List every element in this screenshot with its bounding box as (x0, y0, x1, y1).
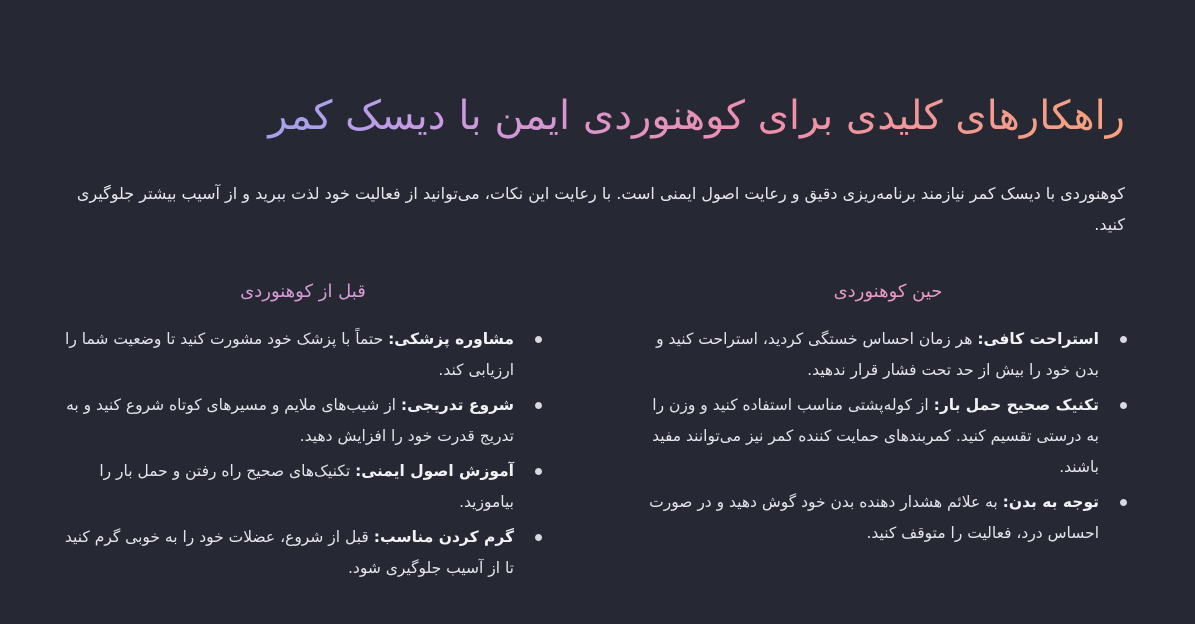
item-text: هر زمان احساس خستگی کردید، استراحت کنید و بدن خود را بیش از حد تحت فشار قرار ندهید. (656, 330, 1099, 379)
item-term: مشاوره پزشکی: (388, 330, 514, 348)
item-term: توجه به بدن: (1002, 493, 1099, 511)
during-hiking-column (643, 272, 1133, 588)
item-term: آموزش اصول ایمنی: (355, 462, 514, 480)
page-title: راهکارهای کلیدی برای کوهنوردی ایمن با دیسک کمر (50, 80, 1125, 152)
list-item (58, 456, 548, 518)
item-term: شروع تدریجی: (400, 396, 514, 414)
list-item (58, 324, 548, 386)
item-text: از کوله‌پشتی مناسب استفاده کنید و وزن را به درستی تقسیم کنید. کمربندهای حمایت کننده کمر نیز می‌توانند مفید باشند. (652, 396, 1099, 476)
item-term: استراحت کافی: (977, 330, 1099, 348)
item-text: حتماً با پزشک خود مشورت کنید تا وضعیت شما را ارزیابی کند. (65, 330, 514, 379)
bullet-icon (535, 402, 542, 409)
intro-paragraph: کوهنوردی با دیسک کمر نیازمند برنامه‌ریزی دقیق و رعایت اصول ایمنی است. با رعایت این نکات، می‌توانید از فعالیت خود لذت ببرید و از آسیب بیشتر جلوگیری کنید. (76, 184, 1125, 234)
bullet-icon (1120, 336, 1127, 343)
list-item (643, 324, 1133, 386)
item-term: گرم کردن مناسب: (373, 528, 514, 546)
columns (58, 272, 1133, 588)
list-item (58, 390, 548, 452)
item-text: به علائم هشدار دهنده بدن خود گوش دهید و در صورت احساس درد، فعالیت را متوقف کنید. (649, 493, 1099, 542)
bullet-icon (535, 336, 542, 343)
item-text: قبل از شروع، عضلات خود را به خوبی گرم کنید تا از آسیب جلوگیری شود. (64, 528, 514, 577)
during-hiking-heading: حین کوهنوردی (833, 281, 943, 302)
item-text: تکنیک‌های صحیح راه رفتن و حمل بار را بیاموزید. (99, 462, 514, 511)
bullet-icon (535, 468, 542, 475)
before-hiking-list (58, 324, 548, 584)
item-term: تکنیک صحیح حمل بار: (933, 396, 1099, 414)
item-text: از شیب‌های ملایم و مسیرهای کوتاه شروع کنید و به تدریج قدرت خود را افزایش دهید. (66, 396, 514, 445)
during-hiking-list (643, 324, 1133, 549)
bullet-icon (1120, 402, 1127, 409)
before-hiking-column (58, 272, 548, 588)
before-hiking-heading: قبل از کوهنوردی (240, 281, 366, 302)
bullet-icon (535, 534, 542, 541)
bullet-icon (1120, 499, 1127, 506)
list-item (643, 487, 1133, 549)
list-item (643, 390, 1133, 483)
list-item (58, 522, 548, 584)
